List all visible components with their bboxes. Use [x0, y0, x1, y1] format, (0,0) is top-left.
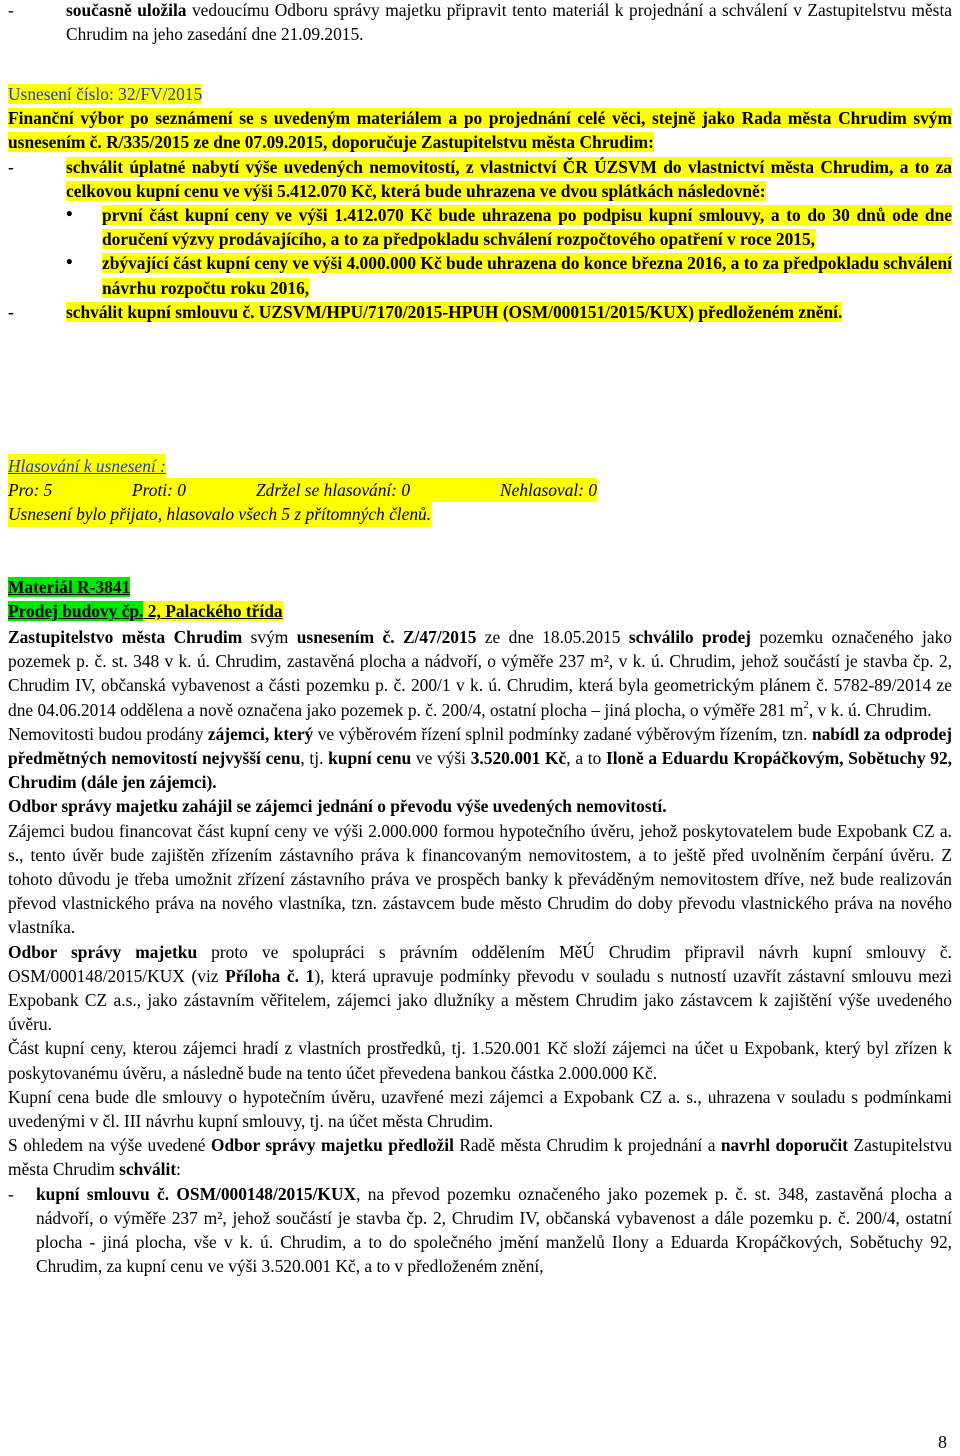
vote-pro: Pro: 5 — [8, 480, 53, 501]
instruction-lead: současně uložila — [66, 0, 187, 20]
text-run: proto ve spolupráci s právním oddělením MěÚ Chrudim připravil návrh kupní smlouvy č. OSM/000148/2015/KUX (viz — [8, 941, 952, 986]
bullet-marker: • — [66, 252, 73, 274]
vote-abstain: Zdržel se hlasování: 0 — [256, 480, 411, 501]
paragraph-7: Kupní cena bude dle smlouvy o hypotečním úvěru, uzavřené mezi zájemci a Expobank CZ a. s., uhrazena v souladu s podmínkami uvedenými v čl. III návrhu kupní smlouvy, tj. na účet města Chrudim. — [8, 1086, 952, 1132]
text-run: usnesením č. Z/47/2015 — [296, 627, 477, 647]
text-run: : — [176, 1159, 181, 1180]
superscript: 2 — [803, 698, 809, 711]
text-run: Zastupitelstvu města Chrudim — [8, 1135, 952, 1180]
text-run: kupní cenu — [328, 748, 412, 769]
resolution-number: Usnesení číslo: 32/FV/2015 — [8, 84, 203, 104]
text-run: svým — [242, 627, 297, 647]
resolution-item-1 — [8, 155, 952, 203]
text-run: schválit — [119, 1159, 177, 1180]
text-run: Iloně a Eduardu Kropáčkovým, Sobětuchy 92, Chrudim (dále jen zájemci). — [8, 748, 952, 793]
text-run: nabídl za odprodej předmětných nemovitostí nejvyšší cenu — [8, 723, 952, 769]
material-heading — [8, 575, 952, 623]
vote-proti: Proti: 0 — [132, 480, 186, 501]
paragraph-9 — [8, 1182, 952, 1279]
dash-marker: - — [8, 301, 14, 322]
material-title-rest: 2, Palackého třída — [143, 601, 283, 622]
material-title: Prodej budovy čp. — [8, 601, 144, 622]
resolution-intro: Finanční výbor po seznámení se s uvedeným materiálem a po projednání celé věci, stejně jako Rada města Chrudim svým usnesením č. R/335/2015 ze dne 07.09.2015, doporučuje Zastupitelstvu města Chrudim: — [8, 108, 952, 153]
text-run: zájemci, který — [207, 723, 314, 744]
text-run: schválilo prodej — [628, 627, 751, 647]
text-run: navrhl doporučit — [720, 1135, 849, 1156]
dash-marker: - — [8, 1183, 14, 1204]
vote-not-voted: Nehlasoval: 0 — [500, 480, 598, 501]
resolution-bullet-1-text: první část kupní ceny ve výši 1.412.070 Kč bude uhrazena po podpisu kupní smlouvy, a to do 30 dnů ode dne doručení výzvy prodávajícího, a to za předpokladu schválení rozpočtového opatření v roce 2015, — [102, 205, 952, 250]
text-run: , v k. ú. Chrudim. — [808, 699, 932, 720]
paragraph-1 — [8, 625, 952, 722]
text-run: , na převod pozemku označeného jako pozemek p. č. st. 348, zastavěná plocha a nádvoří, o výměře 237 m², jehož součástí je stavba čp. 2, Chrudim IV, občanská vybavenost a dále pozemku p. č. 200/4, ostatní plocha - jiná plocha, vše v k. ú. Chrudim, a to do společného jmění manželů Ilony a Eduarda Kropáčkových, Sobětuchy 92, Chrudim, za kupní cenu ve výši 3.520.001 Kč, a to v předloženém znění, — [36, 1183, 953, 1277]
text-run: ve výši — [411, 748, 471, 769]
text-run: S ohledem na výše uvedené — [8, 1135, 211, 1156]
text-run: kupní smlouvu č. OSM/000148/2015/KUX — [36, 1183, 357, 1204]
text-run: Odbor správy majetku — [8, 941, 198, 962]
text-run: ze dne 18.05.2015 — [476, 627, 629, 647]
resolution-bullet-2 — [8, 251, 952, 299]
paragraph-8 — [8, 1133, 952, 1181]
text-run: ), která upravuje podmínky převodu v souladu s nutností uzavřít zástavní smlouvu mezi Expobank CZ a.s., jako zástavním věřitelem, zájemci jako dlužníky a městem Chrudim jako zástavcem k zajištění výše uvedeného úvěru. — [8, 965, 952, 1035]
resolution-bullet-1 — [8, 203, 952, 251]
resolution-block — [8, 82, 952, 324]
material-body — [8, 625, 952, 1278]
paragraph-3: Odbor správy majetku zahájil se zájemci jednání o převodu výše uvedených nemovitostí. — [8, 796, 667, 817]
resolution-bullet-2-text: zbývající část kupní ceny ve výši 4.000.000 Kč bude uhrazena do konce března 2016, a to za předpokladu schválení návrhu rozpočtu roku 2016, — [102, 253, 952, 298]
text-run: , tj. — [300, 748, 329, 769]
dash-marker: - — [8, 156, 14, 177]
text-run: , a to — [566, 748, 606, 769]
text-run: Radě města Chrudim k projednání a — [453, 1135, 721, 1156]
text-run: pozemku označeného jako pozemek p. č. st. 348 v k. ú. Chrudim, zastavěná plocha a nádvoří, o výměře 237 m², v k. ú. Chrudim, jehož součástí je stavba čp. 2, Chrudim IV, občanská vybavenost a části pozemku p. č. 200/1 v k. ú. Chrudim, která byla geometrickým plánem č. 5782-89/2014 ze dne 04.06.2014 oddělena a nově označena jako pozemek p. č. 200/4, ostatní plocha – jiná plocha, o výměře 281 m — [8, 627, 952, 720]
paragraph-2 — [8, 722, 952, 795]
text-run: Příloha č. 1 — [225, 965, 315, 986]
dash-marker: - — [8, 0, 14, 20]
text-run: 3.520.001 Kč — [470, 748, 567, 769]
instruction-text: vedoucímu Odboru správy majetku připravit tento materiál k projednání a schválení v Zastupitelstvu města Chrudim na jeho zasedání dne 21.09.2015. — [66, 0, 952, 45]
vote-heading: Hlasování k usnesení : — [8, 454, 166, 478]
vote-result: Usnesení bylo přijato, hlasovalo všech 5 z přítomných členů. — [8, 502, 431, 526]
bullet-marker: • — [66, 204, 73, 226]
text-run: ve výběrovém řízení splnil podmínky zadané výběrovým řízením, tzn. — [313, 723, 812, 744]
text-run: Zastupitelstvo města Chrudim — [8, 627, 243, 647]
material-label: Materiál R-3841 — [8, 577, 131, 597]
resolution-item-2-text: schválit kupní smlouvu č. UZSVM/HPU/7170/2015-HPUH (OSM/000151/2015/KUX) předloženém znění. — [66, 301, 843, 322]
resolution-item-2 — [8, 300, 952, 324]
page-number: 8 — [938, 1432, 947, 1452]
vote-block — [8, 454, 952, 527]
text-run: Nemovitosti budou prodány — [8, 723, 208, 744]
paragraph-6: Část kupní ceny, kterou zájemci hradí z vlastních prostředků, tj. 1.520.001 Kč složí zájemci na účet u Expobank, který byl zřízen k poskytovanému úvěru, a následně bude na tento účet převedena bankou částka 2.000.000 Kč. — [8, 1038, 952, 1083]
resolution-item-1-text: schválit úplatné nabytí výše uvedených nemovitostí, z vlastnictví ČR ÚZSVM do vlastnictví města Chrudim, a to za celkovou kupní cenu ve výši 5.412.070 Kč, která bude uhrazena ve dvou splátkách následovně: — [66, 156, 952, 201]
paragraph-5 — [8, 940, 952, 1037]
paragraph-4: Zájemci budou financovat část kupní ceny ve výši 2.000.000 formou hypotečního úvěru, jehož poskytovatelem bude Expobank CZ a. s., tento úvěr bude zajištěn zřízením zástavního práva k financovaným nemovitostem, a to ještě před uvolněním čerpání úvěru. Z tohoto důvodu je třeba umožnit zřízení zástavního práva ve prospěch banky k převáděným nemovitostem dříve, než bude realizován převod vlastnického práva na nového vlastníka, tzn. zástavcem bude město Chrudim do doby převodu vlastnického práva na nového vlastníka. — [8, 820, 952, 938]
text-run: Odbor správy majetku předložil — [210, 1135, 454, 1156]
top-instruction — [8, 0, 952, 46]
